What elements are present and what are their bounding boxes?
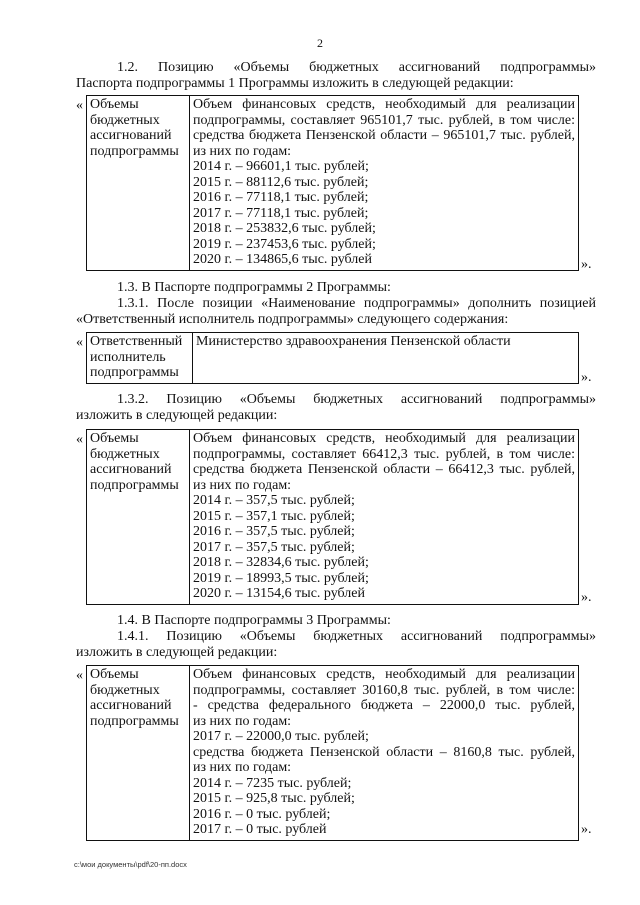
table3-right-line: подпрограммы, составляет 66412,3 тыс. рублей, в том числе:	[193, 446, 575, 462]
table3-year-line: 2015 г. – 357,1 тыс. рублей;	[193, 508, 355, 524]
table4-right-line: - средства федерального бюджета – 22000,0 тыс. рублей,	[193, 698, 575, 713]
table4-left-line: ассигнований	[90, 698, 172, 713]
table4-year-line: 2017 г. – 0 тыс. рублей	[193, 822, 327, 837]
table3-left-line: ассигнований	[90, 462, 172, 477]
table1-right-line: из них по годам:	[193, 143, 292, 159]
table4-right-line: подпрограммы, составляет 30160,8 тыс. рублей, в том числе:	[193, 682, 575, 698]
table3-year-line: 2017 г. – 357,5 тыс. рублей;	[193, 539, 355, 555]
item-1-3-1-line1: 1.3.1. После позиции «Наименование подпрограммы» дополнить позицией	[117, 296, 596, 311]
table4-left-line: бюджетных	[90, 682, 160, 698]
table1-year-line: 2019 г. – 237453,6 тыс. рублей;	[193, 236, 376, 252]
table2-left-cell	[87, 333, 193, 384]
table1-year-line: 2014 г. – 96601,1 тыс. рублей;	[193, 159, 369, 174]
table4-year-line: 2016 г. – 0 тыс. рублей;	[193, 806, 331, 822]
table2-responsible-executor	[86, 332, 579, 384]
table3-year-line: 2020 г. – 13154,6 тыс. рублей	[193, 586, 365, 601]
table4-year-line: 2015 г. – 925,8 тыс. рублей;	[193, 791, 355, 806]
table2-left-line: исполнитель	[90, 349, 166, 365]
table3-left-line: подпрограммы	[90, 477, 179, 493]
table1-left-line: бюджетных	[90, 112, 160, 128]
table3-right-line: Объем финансовых средств, необходимый для реализации	[193, 431, 575, 446]
item-1-3-2-line1: 1.3.2. Позицию «Объемы бюджетных ассигнований подпрограммы»	[117, 392, 596, 407]
table4-budget-subprogram-3	[86, 665, 579, 841]
table4-right-line: из них по годам:	[193, 713, 292, 729]
item-1-3: 1.3. В Паспорте подпрограммы 2 Программы:	[117, 280, 391, 295]
table2-left-line: подпрограммы	[90, 365, 179, 380]
table1-year-line: 2018 г. – 253832,6 тыс. рублей;	[193, 221, 376, 236]
item-1-3-1-line2: «Ответственный исполнитель подпрограммы» следующего содержания:	[76, 312, 509, 327]
table1-left-line: подпрограммы	[90, 143, 179, 159]
table1-left-line: Объемы	[90, 97, 139, 112]
table1-open-quote: «	[76, 98, 83, 113]
table4-close-quote: ».	[581, 822, 592, 837]
table3-left-cell	[87, 430, 190, 605]
table3-year-line: 2014 г. – 357,5 тыс. рублей;	[193, 493, 355, 508]
table4-right-line: из них по годам:	[193, 760, 292, 775]
table4-left-line: подпрограммы	[90, 713, 179, 729]
table1-left-cell	[87, 96, 190, 271]
table3-budget-subprogram-2	[86, 429, 579, 605]
footer-file-path: c:\мои документы\pdf\20-пп.docx	[74, 860, 187, 869]
item-1-3-2-line2: изложить в следующей редакции:	[76, 408, 278, 423]
table1-budget-subprogram-1	[86, 95, 579, 271]
item-1-4-1-line1: 1.4.1. Позицию «Объемы бюджетных ассигнований подпрограммы»	[117, 629, 596, 644]
table3-year-line: 2016 г. – 357,5 тыс. рублей;	[193, 524, 355, 539]
table2-close-quote: ».	[581, 370, 592, 385]
table1-year-line: 2017 г. – 77118,1 тыс. рублей;	[193, 205, 369, 221]
table3-close-quote: ».	[581, 590, 592, 605]
table3-left-line: бюджетных	[90, 446, 160, 462]
table1-right-line: подпрограммы, составляет 965101,7 тыс. рублей, в том числе:	[193, 112, 575, 128]
table1-right-line: Объем финансовых средств, необходимый для реализации	[193, 97, 575, 112]
table1-close-quote: ».	[581, 257, 592, 272]
table2-right-cell	[193, 333, 579, 384]
table3-left-line: Объемы	[90, 431, 139, 446]
page-number: 2	[317, 36, 323, 50]
table1-year-line: 2015 г. – 88112,6 тыс. рублей;	[193, 174, 369, 190]
item-1-2-line2: Паспорта подпрограммы 1 Программы изложить в следующей редакции:	[76, 76, 514, 91]
table4-open-quote: «	[76, 668, 83, 683]
table1-left-line: ассигнований	[90, 128, 172, 143]
table3-right-cell	[190, 430, 579, 605]
table4-left-line: Объемы	[90, 667, 139, 682]
table1-year-line: 2016 г. – 77118,1 тыс. рублей;	[193, 190, 369, 205]
table3-open-quote: «	[76, 432, 83, 447]
table3-right-line: из них по годам:	[193, 477, 292, 493]
table2-left-line: Ответственный	[90, 334, 183, 349]
table4-year-line: 2014 г. – 7235 тыс. рублей;	[193, 775, 352, 791]
table3-year-line: 2019 г. – 18993,5 тыс. рублей;	[193, 570, 369, 586]
item-1-4: 1.4. В Паспорте подпрограммы 3 Программы:	[117, 613, 391, 628]
table4-right-line: Объем финансовых средств, необходимый для реализации	[193, 667, 575, 682]
table4-right-cell	[190, 666, 579, 841]
table1-right-line: средства бюджета Пензенской области – 965101,7 тыс. рублей,	[193, 128, 575, 143]
table3-year-line: 2018 г. – 32834,6 тыс. рублей;	[193, 555, 369, 570]
table1-year-line: 2020 г. – 134865,6 тыс. рублей	[193, 252, 372, 267]
table4-left-cell	[87, 666, 190, 841]
table2-open-quote: «	[76, 335, 83, 350]
table2-right-text: Министерство здравоохранения Пензенской области	[196, 334, 511, 349]
table3-right-line: средства бюджета Пензенской области – 66412,3 тыс. рублей,	[193, 462, 575, 477]
item-1-4-1-line2: изложить в следующей редакции:	[76, 645, 278, 660]
table4-right-line: средства бюджета Пензенской области – 8160,8 тыс. рублей,	[193, 744, 575, 760]
table4-year-line: 2017 г. – 22000,0 тыс. рублей;	[193, 729, 369, 744]
table1-right-cell	[190, 96, 579, 271]
item-1-2-line1: 1.2. Позицию «Объемы бюджетных ассигнований подпрограммы»	[117, 60, 596, 75]
